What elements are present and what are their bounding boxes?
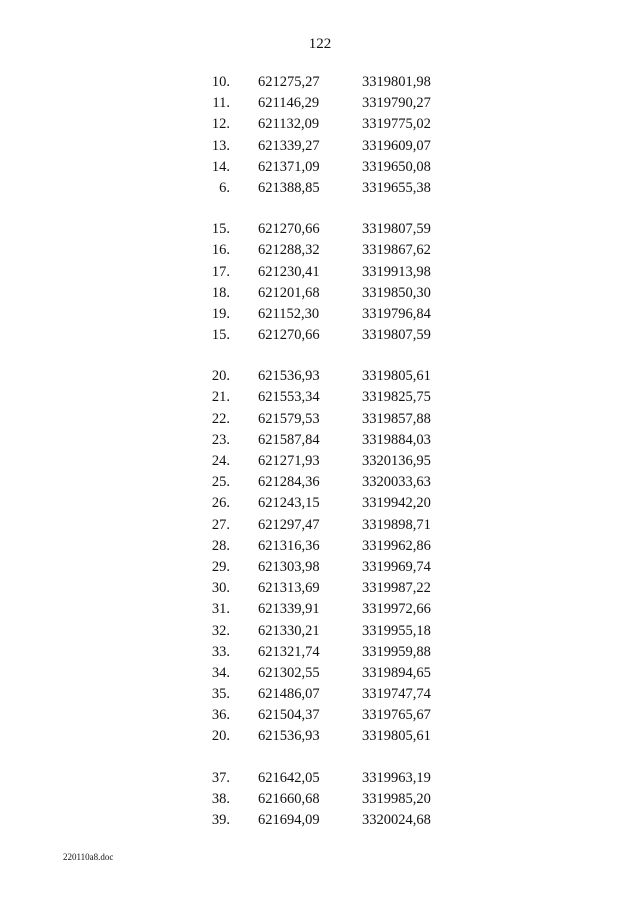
y-coordinate: 3319972,66	[362, 601, 431, 618]
y-coordinate: 3319913,98	[362, 263, 431, 280]
x-coordinate: 621303,98	[258, 558, 320, 575]
x-coordinate: 621270,66	[258, 221, 320, 238]
y-coordinate: 3319650,08	[362, 158, 431, 175]
coordinate-row	[200, 493, 431, 514]
coordinate-row	[200, 663, 431, 684]
coordinate-row	[200, 599, 431, 620]
point-number: 39.	[211, 812, 230, 828]
x-coordinate: 621339,27	[258, 137, 320, 154]
y-coordinate: 3319775,02	[362, 116, 431, 133]
x-coordinate: 621152,30	[258, 305, 320, 322]
coordinate-row	[200, 536, 431, 557]
x-coordinate: 621553,34	[258, 389, 320, 406]
coordinate-row	[200, 451, 431, 472]
point-number: 28.	[211, 537, 230, 554]
y-coordinate: 3319747,74	[362, 686, 431, 703]
point-number: 12.	[211, 116, 230, 133]
y-coordinate: 3319796,84	[362, 305, 431, 322]
coordinate-row	[200, 726, 431, 747]
y-coordinate: 3319867,62	[362, 242, 431, 259]
footer-filename: 220110a8.doc	[63, 852, 114, 862]
x-coordinate: 621230,41	[258, 263, 320, 280]
x-coordinate: 621302,55	[258, 664, 320, 681]
point-number: 11.	[212, 95, 230, 112]
coordinate-row	[200, 684, 431, 705]
coordinate-row	[200, 262, 431, 283]
coordinate-row	[200, 621, 431, 642]
y-coordinate: 3319765,67	[362, 707, 431, 724]
coordinate-row	[200, 325, 431, 346]
coordinate-row	[200, 366, 431, 387]
x-coordinate: 621330,21	[258, 622, 320, 639]
point-number: 33.	[211, 643, 230, 660]
point-number: 20.	[211, 368, 230, 385]
y-coordinate: 3319825,75	[362, 389, 431, 406]
coordinate-group	[200, 366, 431, 747]
coordinate-row	[200, 472, 431, 493]
y-coordinate: 3319807,59	[362, 327, 431, 344]
point-number: 20.	[211, 728, 230, 745]
coordinate-group	[200, 768, 431, 832]
y-coordinate: 3319898,71	[362, 516, 431, 533]
point-number: 31.	[211, 601, 230, 618]
point-number: 21.	[211, 389, 230, 406]
coordinate-row	[200, 578, 431, 599]
y-coordinate: 3319987,22	[362, 580, 431, 597]
x-coordinate: 621284,36	[258, 474, 320, 491]
point-number: 15.	[211, 327, 230, 344]
x-coordinate: 621536,93	[258, 728, 320, 745]
point-number: 26.	[211, 495, 230, 512]
x-coordinate: 621587,84	[258, 431, 320, 448]
x-coordinate: 621146,29	[258, 95, 320, 112]
coordinate-row	[200, 219, 431, 240]
x-coordinate: 621313,69	[258, 580, 320, 597]
coordinate-row	[200, 93, 431, 114]
point-number: 35.	[211, 686, 230, 703]
point-number: 25.	[211, 474, 230, 491]
x-coordinate: 621339,91	[258, 601, 320, 618]
coordinate-row	[200, 409, 431, 430]
y-coordinate: 3319955,18	[362, 622, 431, 639]
x-coordinate: 621243,15	[258, 495, 320, 512]
coordinate-row	[200, 642, 431, 663]
x-coordinate: 621660,68	[258, 790, 320, 807]
point-number: 24.	[211, 453, 230, 469]
y-coordinate: 3319609,07	[362, 137, 431, 154]
y-coordinate: 3320024,68	[362, 812, 431, 828]
y-coordinate: 3319850,30	[362, 284, 431, 301]
point-number: 23.	[211, 431, 230, 448]
coordinate-row	[200, 387, 431, 408]
x-coordinate: 621642,05	[258, 769, 320, 786]
y-coordinate: 3319790,27	[362, 95, 431, 112]
x-coordinate: 621316,36	[258, 537, 320, 554]
coordinate-row	[200, 705, 431, 726]
page-number: 122	[308, 36, 332, 52]
point-number: 38.	[211, 790, 230, 807]
y-coordinate: 3319969,74	[362, 558, 431, 575]
coordinate-row	[200, 810, 431, 831]
y-coordinate: 3319655,38	[362, 179, 431, 196]
coordinate-row	[200, 768, 431, 789]
point-number: 15.	[211, 221, 230, 238]
x-coordinate: 621201,68	[258, 284, 320, 301]
x-coordinate: 621579,53	[258, 410, 320, 427]
x-coordinate: 621504,37	[258, 707, 320, 724]
coordinate-row	[200, 178, 431, 199]
x-coordinate: 621694,09	[258, 812, 320, 828]
y-coordinate: 3319963,19	[362, 769, 431, 786]
x-coordinate: 621388,85	[258, 179, 320, 196]
y-coordinate: 3319942,20	[362, 495, 431, 512]
y-coordinate: 3320136,95	[362, 453, 431, 469]
coordinate-row	[200, 515, 431, 536]
x-coordinate: 621486,07	[258, 686, 320, 703]
x-coordinate: 621371,09	[258, 158, 320, 175]
coordinate-group	[200, 72, 431, 199]
coordinate-row	[200, 157, 431, 178]
coordinate-row	[200, 557, 431, 578]
x-coordinate: 621270,66	[258, 327, 320, 344]
coordinate-row	[200, 789, 431, 810]
y-coordinate: 3319807,59	[362, 221, 431, 238]
x-coordinate: 621275,27	[258, 74, 320, 90]
point-number: 34.	[211, 664, 230, 681]
point-number: 36.	[211, 707, 230, 724]
x-coordinate: 621288,32	[258, 242, 320, 259]
point-number: 29.	[211, 558, 230, 575]
y-coordinate: 3319857,88	[362, 410, 431, 427]
x-coordinate: 621536,93	[258, 368, 320, 385]
point-number: 19.	[211, 305, 230, 322]
point-number: 22.	[211, 410, 230, 427]
coordinate-row	[200, 304, 431, 325]
y-coordinate: 3319894,65	[362, 664, 431, 681]
coordinate-group	[200, 219, 431, 346]
x-coordinate: 621297,47	[258, 516, 320, 533]
y-coordinate: 3319805,61	[362, 728, 431, 745]
x-coordinate: 621271,93	[258, 453, 320, 469]
point-number: 16.	[211, 242, 230, 259]
point-number: 37.	[211, 769, 230, 786]
coordinate-row	[200, 136, 431, 157]
coordinate-row	[200, 114, 431, 135]
point-number: 27.	[211, 516, 230, 533]
point-number: 18.	[211, 284, 230, 301]
point-number: 10.	[211, 74, 230, 90]
y-coordinate: 3319962,86	[362, 537, 431, 554]
coordinate-row	[200, 240, 431, 261]
y-coordinate: 3319884,03	[362, 431, 431, 448]
point-number: 17.	[211, 263, 230, 280]
coordinate-row	[200, 283, 431, 304]
point-number: 6.	[219, 179, 230, 196]
x-coordinate: 621132,09	[258, 116, 320, 133]
point-number: 14.	[211, 158, 230, 175]
point-number: 13.	[211, 137, 230, 154]
coordinate-row	[200, 72, 431, 93]
coordinate-row	[200, 430, 431, 451]
y-coordinate: 3319801,98	[362, 74, 431, 90]
point-number: 32.	[211, 622, 230, 639]
coordinate-table	[200, 72, 431, 851]
y-coordinate: 3319985,20	[362, 790, 431, 807]
y-coordinate: 3320033,63	[362, 474, 431, 491]
y-coordinate: 3319959,88	[362, 643, 431, 660]
y-coordinate: 3319805,61	[362, 368, 431, 385]
x-coordinate: 621321,74	[258, 643, 320, 660]
point-number: 30.	[211, 580, 230, 597]
